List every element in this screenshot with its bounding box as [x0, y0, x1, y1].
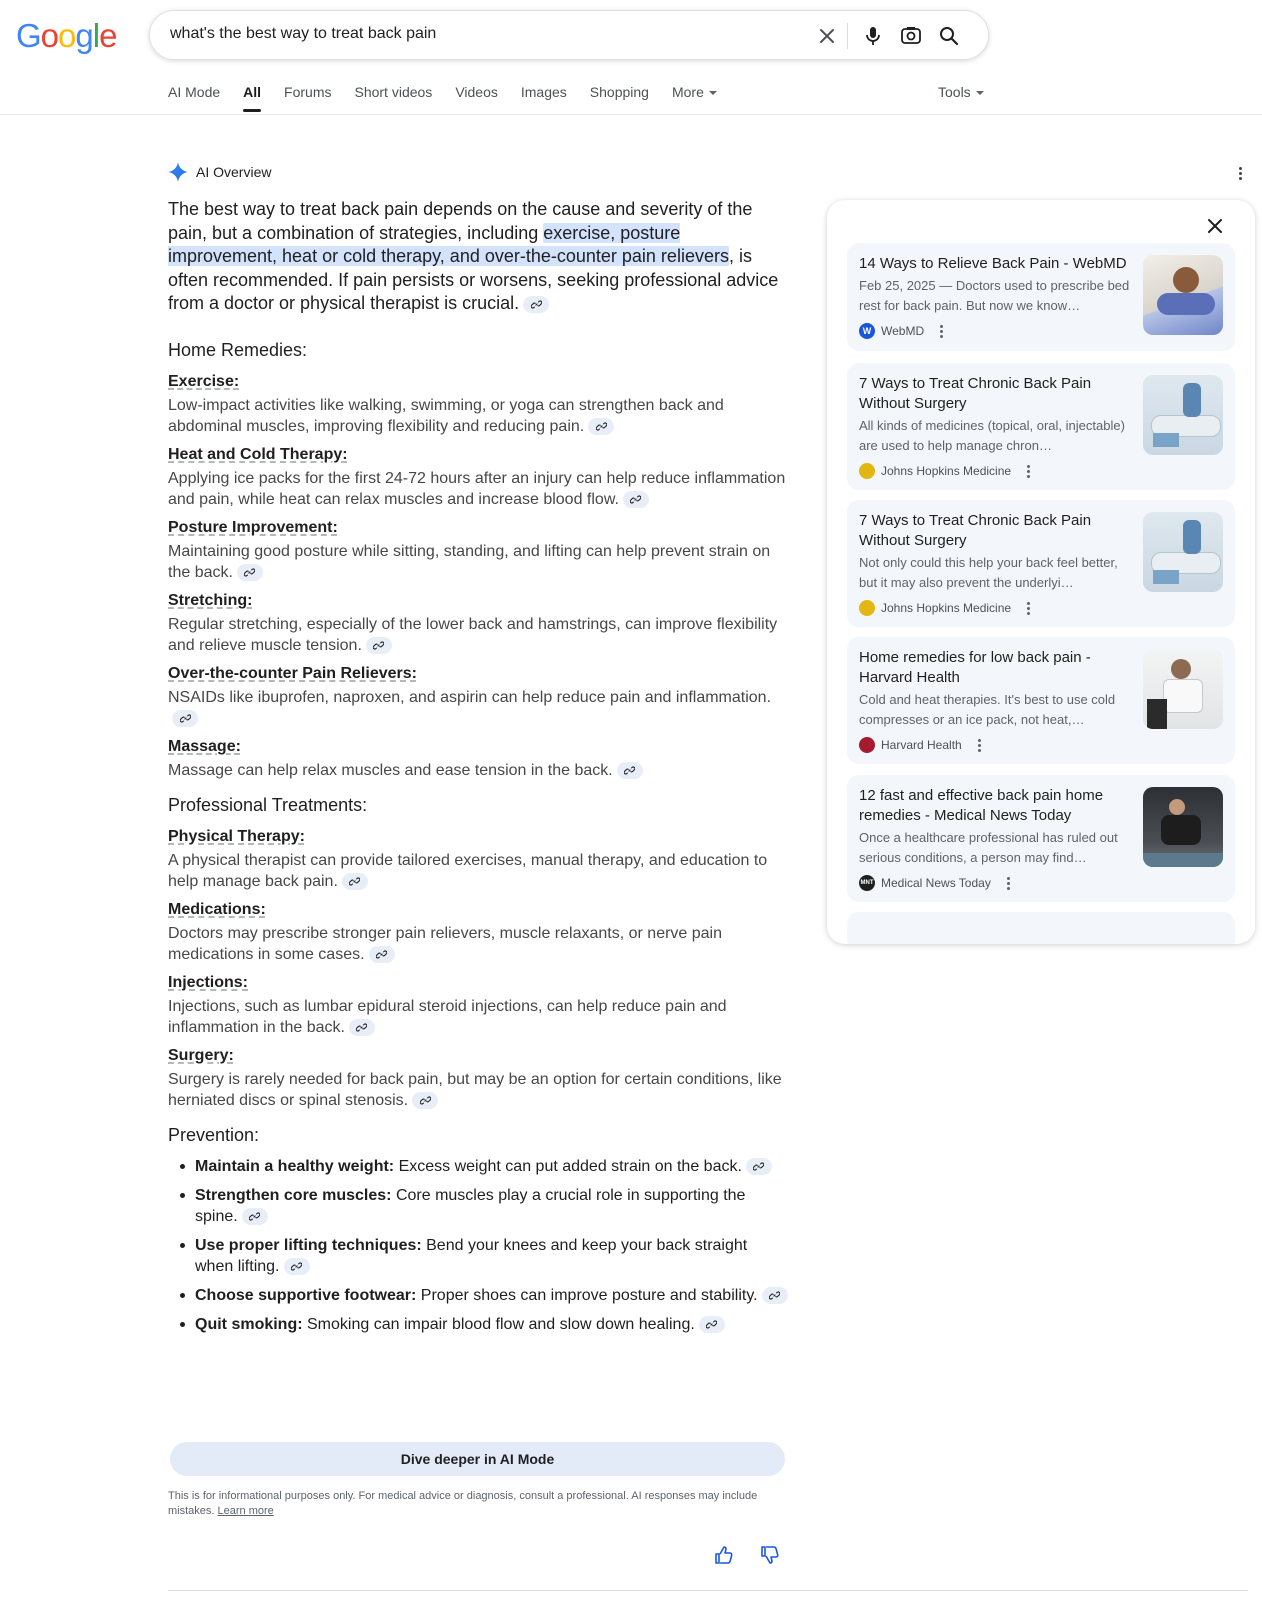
- disclaimer-text: This is for informational purposes only. For medical advice or diagnosis, consult a professional. AI responses may include mistakes.: [168, 1490, 758, 1517]
- google-logo[interactable]: Google: [16, 17, 117, 54]
- microphone-icon[interactable]: [860, 23, 886, 49]
- home-remedy-desc: [168, 687, 788, 729]
- tab-more[interactable]: [672, 84, 717, 112]
- home-remedy-desc-text: Maintaining good posture while sitting, standing, and lifting can help prevent strain on the back.: [168, 542, 771, 581]
- source-snippet: Once a healthcare professional has ruled out serious conditions, a person may find…: [859, 830, 1118, 865]
- prevention-item: [168, 1185, 788, 1227]
- intro-text-end: , is often recommended. If pain persists or worsens, seeking professional advice from a doctor or physical therapist is crucial.: [168, 246, 779, 313]
- tab-shopping[interactable]: Shopping: [589, 84, 649, 100]
- treatment-item: [168, 1047, 788, 1111]
- source-title[interactable]: 12 fast and effective back pain home remedies - Medical News Today: [859, 787, 1104, 824]
- treatment-desc-text: Injections, such as lumbar epidural steroid injections, can help reduce pain and inflammation in the back.: [168, 997, 727, 1036]
- more-options-icon[interactable]: [1230, 163, 1250, 183]
- treatment-desc: [168, 850, 788, 892]
- source-title[interactable]: 14 Ways to Relieve Back Pain - WebMD: [859, 255, 1127, 272]
- treatment-desc-text: Surgery is rarely needed for back pain, but may be an option for certain conditions, like herniated discs or spinal stenosis.: [168, 1070, 782, 1109]
- source-site: [859, 875, 1010, 891]
- treatment-title[interactable]: Medications:: [168, 900, 266, 918]
- home-remedy-desc: [168, 395, 788, 437]
- more-options-icon[interactable]: [940, 325, 943, 338]
- source-site: [859, 600, 1030, 616]
- thumbs-down-icon[interactable]: [758, 1543, 782, 1567]
- prevention-desc: Core muscles play a crucial role in supporting the spine.: [195, 1186, 746, 1225]
- link-icon[interactable]: [242, 1208, 268, 1225]
- prevention-item: [168, 1235, 788, 1277]
- source-site-name: Medical News Today: [881, 876, 991, 890]
- prevention-title: Maintain a healthy weight:: [195, 1157, 395, 1175]
- link-icon[interactable]: [172, 710, 198, 727]
- treatment-desc-text: A physical therapist can provide tailored exercises, manual therapy, and education to help manage back pain.: [168, 851, 768, 890]
- source-site-name: Johns Hopkins Medicine: [881, 601, 1012, 615]
- source-snippet: Cold and heat therapies. It's best to use cold compresses or an ice pack, not heat,…: [859, 692, 1116, 727]
- source-card[interactable]: [847, 363, 1235, 490]
- ai-overview-title: AI Overview: [196, 164, 272, 180]
- home-remedy-desc-text: Massage can help relax muscles and ease tension in the back.: [168, 761, 613, 779]
- more-options-icon[interactable]: [1027, 465, 1030, 478]
- search-bar[interactable]: [149, 10, 989, 60]
- source-title[interactable]: Home remedies for low back pain - Harvard Health: [859, 649, 1091, 686]
- treatment-title[interactable]: Physical Therapy:: [168, 827, 305, 845]
- tools-button[interactable]: [938, 84, 984, 100]
- home-remedy-title[interactable]: Exercise:: [168, 372, 240, 390]
- link-icon[interactable]: [366, 637, 392, 654]
- home-remedy-title[interactable]: Over-the-counter Pain Relievers:: [168, 664, 417, 682]
- home-remedy-desc: [168, 468, 788, 510]
- source-site-name: Harvard Health: [881, 738, 962, 752]
- home-remedy-item: [168, 665, 788, 729]
- link-icon[interactable]: [284, 1258, 310, 1275]
- prevention-desc: Smoking can impair blood flow and slow down healing.: [302, 1315, 695, 1333]
- site-favicon-icon: [859, 463, 875, 479]
- source-thumbnail[interactable]: [1143, 787, 1223, 867]
- treatment-title[interactable]: Injections:: [168, 973, 249, 991]
- home-remedy-desc-text: NSAIDs like ibuprofen, naproxen, and aspirin can help reduce pain and inflammation.: [168, 688, 772, 706]
- tab-images[interactable]: Images: [520, 84, 567, 100]
- lens-icon[interactable]: [898, 23, 924, 49]
- home-remedy-title[interactable]: Heat and Cold Therapy:: [168, 445, 348, 463]
- tab-forums[interactable]: Forums: [284, 84, 332, 100]
- prevention-title: Strengthen core muscles:: [195, 1186, 392, 1204]
- intro-text: The best way to treat back pain depends on the cause and severity of the pain, but a combination of strategies, including: [168, 199, 753, 243]
- sources-panel: [827, 200, 1255, 944]
- treatment-item: [168, 974, 788, 1038]
- bottom-divider: [168, 1590, 1248, 1591]
- home-remedies-heading: Home Remedies:: [168, 339, 308, 360]
- link-icon[interactable]: [369, 946, 395, 963]
- source-thumbnail[interactable]: [1143, 649, 1223, 729]
- prevention-title: Choose supportive footwear:: [195, 1286, 417, 1304]
- home-remedy-item: [168, 373, 788, 437]
- link-icon[interactable]: [746, 1158, 772, 1175]
- link-icon[interactable]: [699, 1316, 725, 1333]
- site-favicon-icon: W: [859, 323, 875, 339]
- treatment-title[interactable]: Surgery:: [168, 1046, 234, 1064]
- source-snippet: All kinds of medicines (topical, oral, injectable) are used to help manage chron…: [859, 418, 1125, 453]
- link-icon[interactable]: [762, 1287, 788, 1304]
- source-snippet: Not only could this help your back feel better, but it may also prevent the underlyi…: [859, 555, 1118, 590]
- home-remedy-desc-text: Low-impact activities like walking, swimming, or yoga can strengthen back and abdominal muscles, improving flexibility and reducing pain.: [168, 396, 724, 435]
- source-thumbnail[interactable]: [1143, 375, 1223, 455]
- search-divider: [847, 23, 848, 49]
- clear-icon[interactable]: [814, 23, 840, 49]
- source-card[interactable]: [847, 500, 1235, 627]
- tab-short-videos[interactable]: Short videos: [354, 84, 433, 100]
- treatment-desc: [168, 1069, 788, 1111]
- prevention-desc: Excess weight can put added strain on the back.: [394, 1157, 742, 1175]
- source-thumbnail[interactable]: [1143, 512, 1223, 592]
- tab-more-label: More: [671, 84, 704, 100]
- prevention-desc: Bend your knees and keep your back straight when lifting.: [195, 1236, 748, 1275]
- site-favicon-icon: [859, 600, 875, 616]
- link-icon[interactable]: [617, 762, 643, 779]
- home-remedy-title[interactable]: Stretching:: [168, 591, 253, 609]
- tab-videos[interactable]: Videos: [455, 84, 498, 100]
- home-remedy-desc: [168, 760, 788, 781]
- more-options-icon[interactable]: [1027, 602, 1030, 615]
- tools-label: Tools: [938, 84, 971, 100]
- search-tabs: [168, 84, 740, 112]
- source-site-name: WebMD: [881, 324, 925, 338]
- search-input[interactable]: what's the best way to treat back pain: [170, 25, 437, 42]
- treatment-item: [168, 901, 788, 965]
- chevron-down-icon: [976, 91, 984, 95]
- tab-ai-mode[interactable]: AI Mode: [168, 84, 221, 100]
- link-icon[interactable]: [237, 564, 263, 581]
- learn-more-link[interactable]: Learn more: [217, 1505, 274, 1517]
- home-remedy-title[interactable]: Posture Improvement:: [168, 518, 338, 536]
- home-remedy-item: [168, 446, 788, 510]
- prevention-title: Use proper lifting techniques:: [195, 1236, 422, 1254]
- source-site: [859, 463, 1030, 479]
- prevention-desc: Proper shoes can improve posture and stability.: [416, 1286, 758, 1304]
- source-site-name: Johns Hopkins Medicine: [881, 464, 1012, 478]
- source-card-partial[interactable]: [847, 912, 1235, 944]
- header-divider: [0, 114, 1262, 115]
- home-remedy-item: [168, 738, 788, 781]
- home-remedy-desc-text: Applying ice packs for the first 24-72 hours after an injury can help reduce inflammation and pain, while heat can relax muscles and increase blood flow.: [168, 469, 786, 508]
- chevron-down-icon: [709, 91, 717, 95]
- home-remedies-list: [168, 373, 788, 781]
- link-icon[interactable]: [349, 1019, 375, 1036]
- site-favicon-icon: MNT: [859, 875, 875, 891]
- source-card[interactable]: [847, 637, 1235, 764]
- ai-overview-intro: [168, 198, 788, 316]
- home-remedy-item: [168, 519, 788, 583]
- close-icon[interactable]: [1203, 214, 1227, 238]
- prevention-heading: Prevention:: [168, 1124, 260, 1145]
- professional-treatments-list: [168, 828, 788, 1111]
- gemini-sparkle-icon: [168, 162, 188, 182]
- ai-overview-body: [168, 198, 788, 1343]
- home-remedy-desc: [168, 541, 788, 583]
- treatment-desc: [168, 923, 788, 965]
- professional-treatments-heading: Professional Treatments:: [168, 794, 368, 815]
- link-icon[interactable]: [412, 1092, 438, 1109]
- home-remedy-desc: [168, 614, 788, 656]
- source-card[interactable]: [847, 243, 1235, 351]
- home-remedy-item: [168, 592, 788, 656]
- site-favicon-icon: [859, 737, 875, 753]
- source-thumbnail[interactable]: [1143, 255, 1223, 335]
- link-icon[interactable]: [623, 491, 649, 508]
- home-remedy-title[interactable]: Massage:: [168, 737, 241, 755]
- disclaimer: [168, 1489, 778, 1519]
- treatment-desc-text: Doctors may prescribe stronger pain relievers, muscle relaxants, or nerve pain medications in some cases.: [168, 924, 723, 963]
- link-icon[interactable]: [342, 873, 368, 890]
- treatment-item: [168, 828, 788, 892]
- intro-highlight: exercise, posture improvement, heat or cold therapy, and over-the-counter pain relievers: [168, 222, 729, 266]
- source-title[interactable]: 7 Ways to Treat Chronic Back Pain Without Surgery: [859, 512, 1092, 549]
- dive-deeper-button[interactable]: Dive deeper in AI Mode: [170, 1442, 785, 1476]
- source-site: [859, 323, 943, 339]
- more-options-icon[interactable]: [1007, 877, 1010, 890]
- more-options-icon[interactable]: [978, 739, 981, 752]
- search-icon[interactable]: [936, 23, 962, 49]
- home-remedy-desc-text: Regular stretching, especially of the lower back and hamstrings, can improve flexibility and relieve muscle tension.: [168, 615, 778, 654]
- link-icon[interactable]: [523, 296, 549, 313]
- source-title[interactable]: 7 Ways to Treat Chronic Back Pain Without Surgery: [859, 375, 1092, 412]
- prevention-item: [168, 1314, 788, 1335]
- ai-overview-header: [168, 162, 271, 182]
- thumbs-up-icon[interactable]: [712, 1543, 736, 1567]
- source-card[interactable]: [847, 775, 1235, 902]
- link-icon[interactable]: [588, 418, 614, 435]
- tab-all[interactable]: All: [243, 84, 261, 112]
- prevention-item: [168, 1285, 788, 1306]
- prevention-title: Quit smoking:: [195, 1315, 303, 1333]
- treatment-desc: [168, 996, 788, 1038]
- prevention-item: [168, 1156, 788, 1177]
- source-snippet: Feb 25, 2025 — Doctors used to prescribe bed rest for back pain. But now we know…: [859, 278, 1130, 313]
- prevention-list: [168, 1156, 788, 1335]
- source-site: [859, 737, 981, 753]
